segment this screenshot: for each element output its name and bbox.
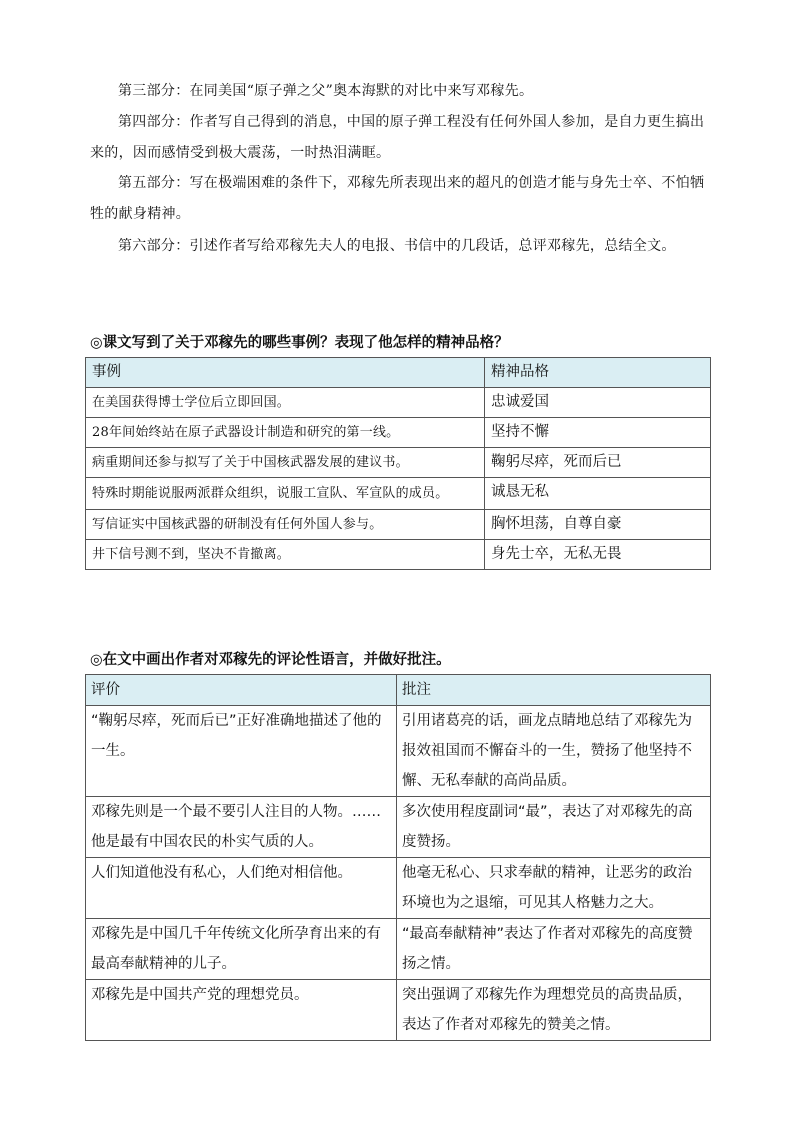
annotation-cell: “最高奉献精神”表达了作者对邓稼先的高度赞扬之情。 bbox=[397, 919, 711, 980]
evaluation-cell: 人们知道他没有私心，人们绝对相信他。 bbox=[86, 858, 397, 919]
table-row bbox=[86, 706, 711, 797]
column-header-spirit: 精神品格 bbox=[485, 358, 711, 388]
column-header-deeds: 事例 bbox=[86, 358, 485, 388]
deed-cell: 写信证实中国核武器的研制没有任何外国人参与。 bbox=[86, 510, 485, 540]
part-five-paragraph: 第五部分：写在极端困难的条件下，邓稼先所表现出来的超凡的创造才能与身先士卒、不怕牺牲的献身精神。 bbox=[90, 175, 705, 222]
spirit-cell: 鞠躬尽瘁，死而后已 bbox=[485, 448, 711, 478]
deed-cell: 28年间始终站在原子武器设计制造和研究的第一线。 bbox=[86, 418, 485, 448]
spirit-cell: 坚持不懈 bbox=[485, 418, 711, 448]
table-row bbox=[86, 919, 711, 980]
deed-cell: 病重期间还参与拟写了关于中国核武器发展的建议书。 bbox=[86, 448, 485, 478]
annotation-cell: 引用诸葛亮的话，画龙点睛地总结了邓稼先为报效祖国而不懈奋斗的一生，赞扬了他坚持不懈、无私奉献的高尚品质。 bbox=[397, 706, 711, 797]
deed-cell: 在美国获得博士学位后立即回国。 bbox=[86, 388, 485, 418]
spirit-cell: 胸怀坦荡，自尊自豪 bbox=[485, 510, 711, 540]
spirit-cell: 忠诚爱国 bbox=[485, 388, 711, 418]
annotation-cell: 多次使用程度副词“最”，表达了对邓稼先的高度赞扬。 bbox=[397, 797, 711, 858]
table-row bbox=[86, 797, 711, 858]
section1-heading: ◎课文写到了关于邓稼先的哪些事例？表现了他怎样的精神品格？ bbox=[90, 335, 509, 351]
spirit-cell: 诚恳无私 bbox=[485, 478, 711, 510]
evaluation-cell: 邓稼先则是一个最不要引人注目的人物。……他是最有中国农民的朴实气质的人。 bbox=[86, 797, 397, 858]
evaluation-cell: 邓稼先是中国共产党的理想党员。 bbox=[86, 980, 397, 1041]
part-four-paragraph: 第四部分：作者写自己得到的消息，中国的原子弹工程没有任何外国人参加，是自力更生搞出来的，因而感情受到极大震荡，一时热泪满眶。 bbox=[90, 114, 705, 161]
table-row bbox=[86, 388, 711, 418]
section2-heading: ◎在文中画出作者对邓稼先的评论性语言，并做好批注。 bbox=[90, 652, 451, 668]
part-three-paragraph: 第三部分：在同美国“原子弹之父”奥本海默的对比中来写邓稼先。 bbox=[118, 83, 534, 99]
spirit-cell: 身先士卒，无私无畏 bbox=[485, 540, 711, 570]
column-header-evaluation: 评价 bbox=[86, 675, 397, 706]
table-row bbox=[86, 510, 711, 540]
table-header-row bbox=[86, 358, 711, 388]
deed-cell: 特殊时期能说服两派群众组织，说服工宣队、军宣队的成员。 bbox=[86, 478, 485, 510]
table-row bbox=[86, 448, 711, 478]
evaluation-cell: 邓稼先是中国几千年传统文化所孕育出来的有最高奉献精神的儿子。 bbox=[86, 919, 397, 980]
evaluation-cell: “鞠躬尽瘁，死而后已”正好准确地描述了他的一生。 bbox=[86, 706, 397, 797]
annotation-cell: 他毫无私心、只求奉献的精神，让恶劣的政治环境也为之退缩，可见其人格魅力之大。 bbox=[397, 858, 711, 919]
table-row bbox=[86, 540, 711, 570]
table-row bbox=[86, 980, 711, 1041]
table-row bbox=[86, 858, 711, 919]
column-header-annotation: 批注 bbox=[397, 675, 711, 706]
table-row bbox=[86, 418, 711, 448]
part-six-paragraph: 第六部分：引述作者写给邓稼先夫人的电报、书信中的几段话，总评邓稼先，总结全文。 bbox=[118, 238, 676, 254]
deeds-table bbox=[85, 357, 711, 570]
annotation-cell: 突出强调了邓稼先作为理想党员的高贵品质，表达了作者对邓稼先的赞美之情。 bbox=[397, 980, 711, 1041]
table-row bbox=[86, 478, 711, 510]
table-header-row bbox=[86, 675, 711, 706]
deed-cell: 井下信号测不到，坚决不肯撤离。 bbox=[86, 540, 485, 570]
commentary-table bbox=[85, 674, 711, 1041]
